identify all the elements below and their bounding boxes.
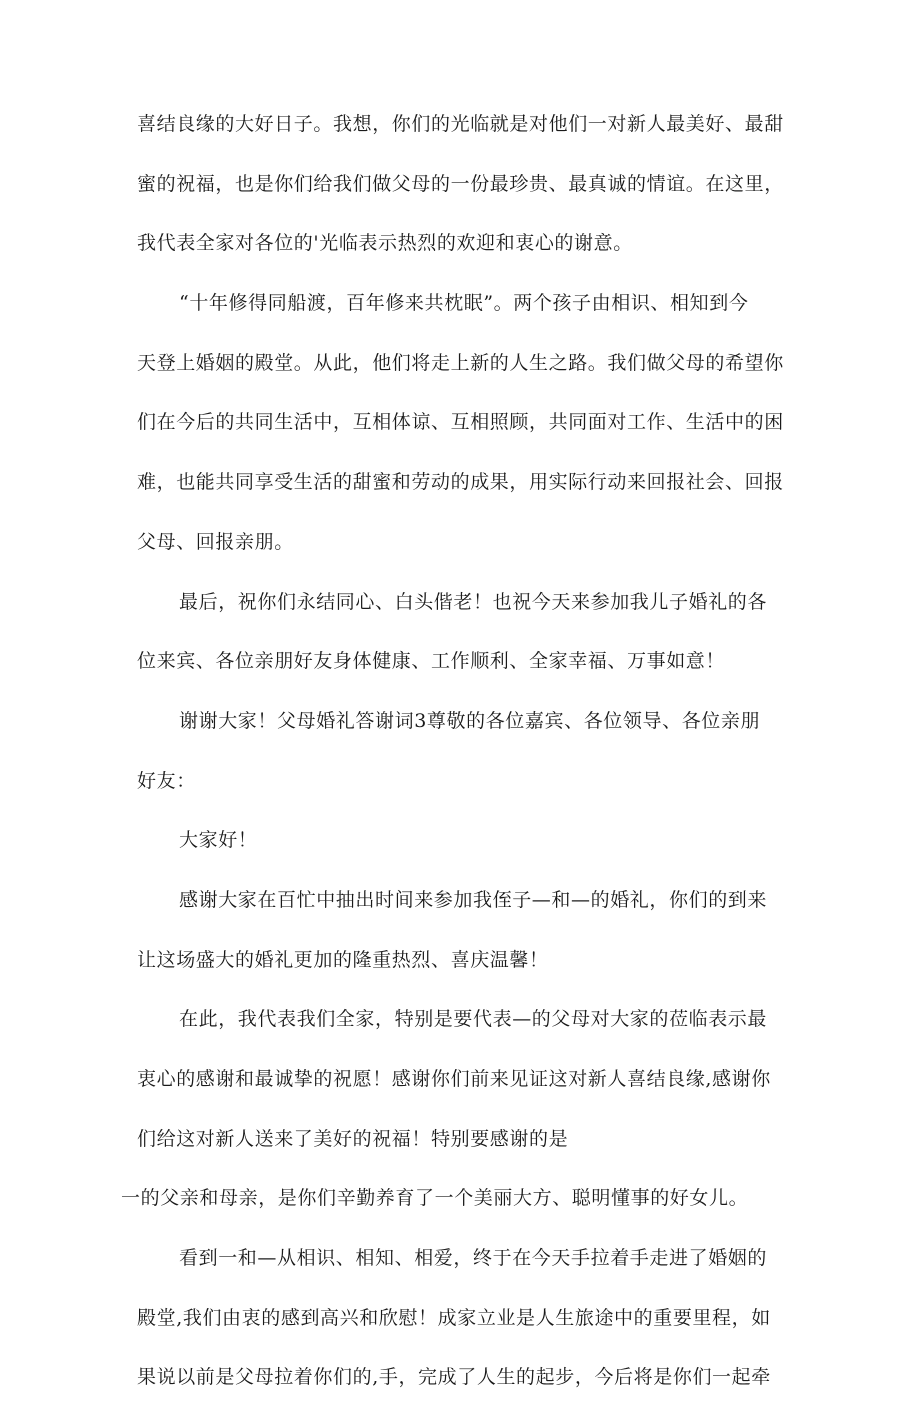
text-line: 殿堂,我们由衷的感到高兴和欣慰！成家立业是人生旅途中的重要里程，如 <box>137 1306 771 1329</box>
text-line: 最后，祝你们永结同心、白头偕老！也祝今天来参加我儿子婚礼的各 <box>179 590 768 613</box>
text-line: 让这场盛大的婚礼更加的隆重热烈、喜庆温馨！ <box>137 948 549 971</box>
text-line: “十年修得同船渡，百年修来共枕眠”。两个孩子由相识、相知到今 <box>179 292 749 315</box>
text-line: 我代表全家对各位的'光临表示热烈的欢迎和衷心的谢意。 <box>137 232 633 255</box>
text-line: 天登上婚姻的殿堂。从此，他们将走上新的人生之路。我们做父母的希望你 <box>137 351 784 374</box>
text-line: 果说以前是父母拉着你们的,手，完成了人生的起步，今后将是你们一起牵 <box>137 1366 771 1389</box>
text-line: 一的父亲和母亲，是你们辛勤养育了一个美丽大方、聪明懂事的好女儿。 <box>121 1187 749 1210</box>
text-line: 看到一和—从相识、相知、相爱，终于在今天手拉着手走进了婚姻的 <box>179 1247 768 1270</box>
text-line: 谢谢大家！父母婚礼答谢词3尊敬的各位嘉宾、各位领导、各位亲朋 <box>179 709 761 732</box>
text-line: 位来宾、各位亲朋好友身体健康、工作顺利、全家幸福、万事如意！ <box>137 650 726 673</box>
text-line: 喜结良缘的大好日子。我想，你们的光临就是对他们一对新人最美好、最甜 <box>137 113 784 135</box>
document-page <box>121 112 797 1425</box>
text-line: 好友： <box>137 769 196 792</box>
text-line: 蜜的祝福，也是你们给我们做父母的一份最珍贵、最真诚的情谊。在这里， <box>137 172 784 195</box>
text-line: 难，也能共同享受生活的甜蜜和劳动的成果，用实际行动来回报社会、回报 <box>137 471 784 494</box>
text-line: 们给这对新人送来了美好的祝福！特别要感谢的是 <box>137 1127 569 1150</box>
text-line: 大家好！ <box>179 829 258 852</box>
text-line: 们在今后的共同生活中，互相体谅、互相照顾，共同面对工作、生活中的困 <box>137 411 784 434</box>
text-line: 感谢大家在百忙中抽出时间来参加我侄子—和—的婚礼，你们的到来 <box>179 888 768 911</box>
text-line: 衷心的感谢和最诚挚的祝愿！感谢你们前来见证这对新人喜结良缘,感谢你 <box>137 1068 771 1090</box>
text-line: 在此，我代表我们全家，特别是要代表—的父母对大家的莅临表示最 <box>179 1008 768 1031</box>
text-line: 父母、回报亲朋。 <box>137 530 294 553</box>
